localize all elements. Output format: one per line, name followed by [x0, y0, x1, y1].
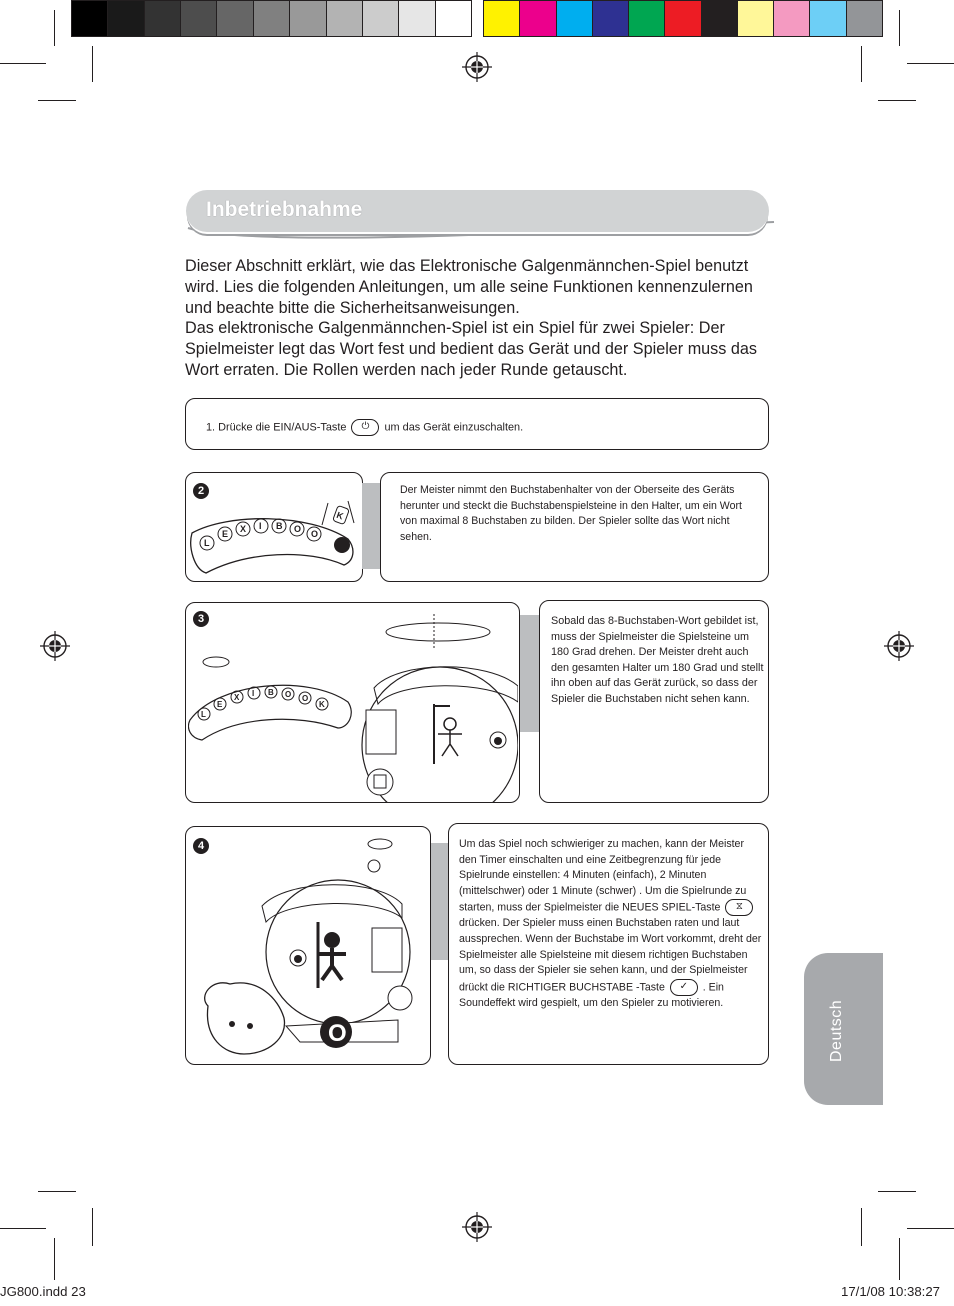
svg-text:O: O [294, 524, 302, 534]
color-swatch [774, 1, 810, 36]
svg-text:O: O [311, 529, 319, 539]
crop-mark [54, 1238, 55, 1280]
color-swatch [484, 1, 520, 36]
step-2-text: Der Meister nimmt den Buchstabenhalter von der Oberseite des Geräts herunter und steckt die Buchstabenspielsteine in den Halter, um ein Wort von maximal 8 Buchstaben zu bilden. Der Spieler sollte das Wort nicht sehen. [400, 484, 742, 543]
svg-text:K: K [335, 509, 345, 522]
divider-strip [362, 483, 380, 569]
crop-mark [0, 1228, 46, 1229]
svg-text:X: X [234, 693, 240, 702]
color-swatch [810, 1, 846, 36]
svg-text:E: E [217, 700, 223, 709]
divider-strip [431, 843, 448, 960]
step-number: 2 [193, 483, 209, 499]
color-swatch [399, 1, 435, 36]
crop-mark [38, 100, 76, 101]
svg-text:E: E [222, 529, 229, 539]
crop-mark [907, 1228, 954, 1229]
step-1-before: 1. Drücke die EIN/AUS-Taste [206, 421, 347, 434]
divider-strip [520, 615, 539, 732]
svg-text:I: I [252, 689, 255, 698]
color-swatch [738, 1, 774, 36]
color-swatch [108, 1, 144, 36]
crop-mark [54, 10, 55, 46]
crop-mark [92, 46, 93, 82]
color-swatch [217, 1, 253, 36]
step-1-after: um das Gerät einzuschalten. [384, 421, 524, 434]
power-icon: ⏻ [351, 419, 379, 436]
svg-text:B: B [268, 688, 274, 697]
page-title: Inbetriebnahme [206, 198, 363, 221]
registration-mark-icon [884, 631, 914, 661]
step-4-part-1: Um das Spiel noch schwieriger zu machen, kann der Meister den Timer einschalten und eine Zeitbegrenzung für jede Spielrunde einstellen: 4 Minuten (einfach), 2 Minuten (mittelschwer) oder 1 Minute (schwer) . Um die Spielrunde zu starten, muss der Spielmeister die NEUES SPIEL-Taste [459, 838, 747, 914]
intro-paragraph: Das elektronische Galgenmännchen-Spiel ist ein Spiel für zwei Spieler: Der Spielmeister legt das Wort fest und bedient das Gerät und der Spieler muss das Wort erraten. Die Rollen werden nach jeder Runde getauscht. [185, 319, 757, 379]
bubble-letter: O [328, 1020, 347, 1047]
crop-mark [899, 10, 900, 46]
step-4-part-3: . Ein Soundeffekt wird gespielt, um den Spieler zu motivieren. [459, 981, 724, 1009]
color-swatch [290, 1, 326, 36]
svg-text:I: I [259, 521, 262, 531]
crop-mark [861, 46, 862, 82]
checkmark-icon: ✓ [670, 979, 698, 996]
step-number: 4 [193, 838, 209, 854]
color-swatch [327, 1, 363, 36]
crop-mark [861, 1208, 862, 1246]
color-swatch [593, 1, 629, 36]
footer-timestamp: 17/1/08 10:38:27 [841, 1284, 940, 1299]
color-swatch [72, 1, 108, 36]
color-swatch [520, 1, 556, 36]
step-1-text [206, 419, 523, 436]
game-device-illustration [188, 610, 518, 802]
registration-mark-icon [462, 52, 492, 82]
svg-text:L: L [204, 538, 210, 548]
step-4-text [459, 837, 764, 1011]
new-game-hourglass-icon: ⧖ [725, 899, 753, 916]
color-swatch [145, 1, 181, 36]
crop-mark [38, 1191, 76, 1192]
letter-holder-illustration [188, 493, 360, 579]
crop-mark [907, 63, 954, 64]
intro-paragraph: Dieser Abschnitt erklärt, wie das Elektronische Galgenmännchen-Spiel benutzt wird. Lies die folgenden Anleitungen, um alle seine Funktionen kennenzulernen und beachte bitte die Sicherheitsanweisungen. [185, 257, 753, 317]
crop-mark [92, 1208, 93, 1246]
crop-mark [899, 1238, 900, 1280]
svg-text:O: O [302, 694, 309, 703]
crop-mark [878, 1191, 916, 1192]
language-tab-label: Deutsch [828, 999, 845, 1062]
crop-mark [878, 100, 916, 101]
color-swatch [847, 1, 882, 36]
color-swatch [702, 1, 738, 36]
color-bar [483, 0, 883, 37]
grayscale-bar [71, 0, 472, 37]
intro-text [185, 256, 775, 381]
registration-mark-icon [462, 1212, 492, 1242]
svg-text:K: K [319, 700, 325, 709]
color-swatch [181, 1, 217, 36]
step-number: 3 [193, 611, 209, 627]
step-4-part-2: drücken. Der Spieler muss einen Buchstaben raten und laut aussprechen. Wenn der Buchstabe im Wort vorkommt, dreht der Spielmeister alle Spielsteine mit diesem richtigen Buchstaben um, so dass der Spieler sie sehen kann, und der Spielmeister drückt die RICHTIGER BUCHSTABE -Taste [459, 917, 762, 994]
color-swatch [629, 1, 665, 36]
color-swatch [557, 1, 593, 36]
svg-text:X: X [240, 524, 247, 534]
color-swatch [436, 1, 471, 36]
color-swatch [254, 1, 290, 36]
step-3-text: Sobald das 8-Buchstaben-Wort gebildet ist, muss der Spielmeister die Spielsteine um 180 Grad drehen. Der Meister dreht auch den gesamten Halter um 180 Grad und stellt ihn oben auf das Gerät zurück, so dass der Spieler die Buchstaben nicht sehen kann. [551, 615, 764, 705]
color-swatch [363, 1, 399, 36]
player-guessing-illustration [188, 828, 430, 1063]
svg-text:O: O [285, 690, 292, 699]
footer-file-info: JG800.indd 23 [0, 1284, 86, 1299]
registration-mark-icon [40, 631, 70, 661]
crop-mark [0, 63, 46, 64]
color-swatch [665, 1, 701, 36]
svg-text:L: L [201, 710, 206, 719]
svg-text:B: B [276, 521, 283, 531]
